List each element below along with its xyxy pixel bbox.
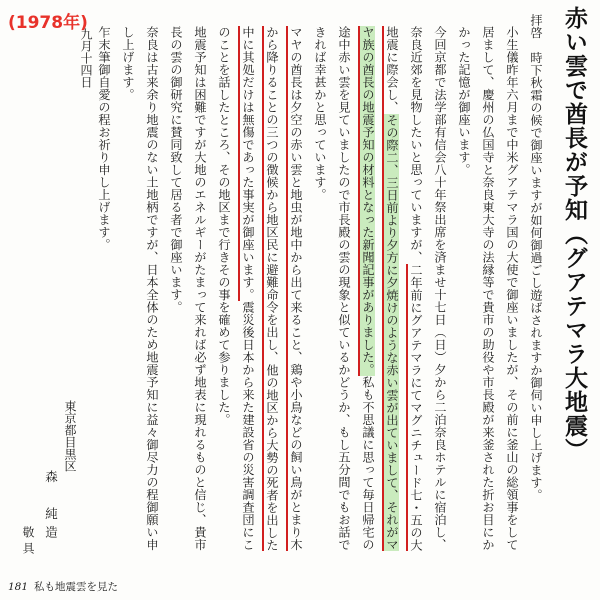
sender-name: 森 純造 <box>43 470 59 544</box>
closing-word: 敬具 <box>21 526 35 558</box>
article-title: 赤い雲で酋長が予知（グアテマラ大地震） <box>561 6 588 462</box>
letter-body <box>60 14 548 562</box>
letter-date: 九月十四日 <box>79 28 93 88</box>
year-badge: (1978年) <box>8 13 88 33</box>
underlined-unharmed-sentence: 他の地区から大勢の死者を出した中に其処だけは無傷であった事実が御座います。 <box>238 26 279 551</box>
letter-paragraph-6: 乍末筆御自愛の程お祈り申し上げます。 <box>97 26 111 251</box>
paragraph-2-intro: 今回京都で法学部有信会八十年祭出席を済ませ十七日（日）夕から二泊奈良ホテルに宿泊し、奈良近郊を見物したいと思っていますが、 <box>409 26 447 551</box>
page-footer <box>8 579 118 594</box>
letter-opening: 拝啓 時下秋霜の候で御座いますが如何御過ごし遊ばされますか御伺い申し上げます。 <box>529 14 543 502</box>
footer-title: 私も地震雲を見た <box>34 581 119 593</box>
letter-paragraph-3 <box>212 26 308 562</box>
highlighted-red-cloud-sentence: その際二、三日前より夕方に夕焼けのような赤い雲が出ていまして、 <box>382 114 399 502</box>
letter-paragraph-1: 小生儀昨年六月まで中米グアテマラ国の大使で御座いましたが、その前に釜山の総領事をして居まして、慶州の仏国寺と奈良東大寺の法縁等で貴市の助役や市長殿が来釜された折お目にかかった記憶が御座います。 <box>457 26 519 551</box>
letter-paragraph-2 <box>308 26 452 562</box>
letter-paragraph-4: 地震予知は困難ですが大地のエネルギーがたまって来れば必ず地表に現れるものと信じ、貴市長の雲の御研究に賛同致して居る者で御座います。 <box>169 26 207 551</box>
paragraph-2-outro: 私も不思議に思って毎日帰宅の途中赤い雲を見ていましたので市長殿の雲の現象と似ているかどうか、もし五分間でもお話できれば幸甚かと思っています。 <box>313 26 375 551</box>
highlighted-maya-chief-sentence: それがマヤ族の酋長の地震予知の材料となった新聞記事がありました。 <box>358 26 399 551</box>
sender-address: 東京都目黒区 <box>63 400 77 472</box>
page-number: 181 <box>8 581 29 593</box>
underlined-maya-signs-sentence: マヤの酋長は夕空の赤い雲と地虫が地中から出て来ること、鶏や小鳥などの飼い鳥がとまり木から降りることの三つの徴候から地区民に避難命令を出し、 <box>262 26 303 551</box>
letter-paragraph-5: 奈良は古来余り地震のない土地柄ですが、日本全体のため地震予知に益々御尽力の程御願い申し上げます。 <box>121 26 159 551</box>
underlined-earthquake-sentence: 二年前にグアテマラにてマグニチュード七・五の大地震に際会し、 <box>382 26 423 551</box>
paragraph-3-outro: 震災後日本から来た建設省の災害調査団にこのことを話したところ、その地区まで行きその事を確めて参りました。 <box>217 26 255 551</box>
